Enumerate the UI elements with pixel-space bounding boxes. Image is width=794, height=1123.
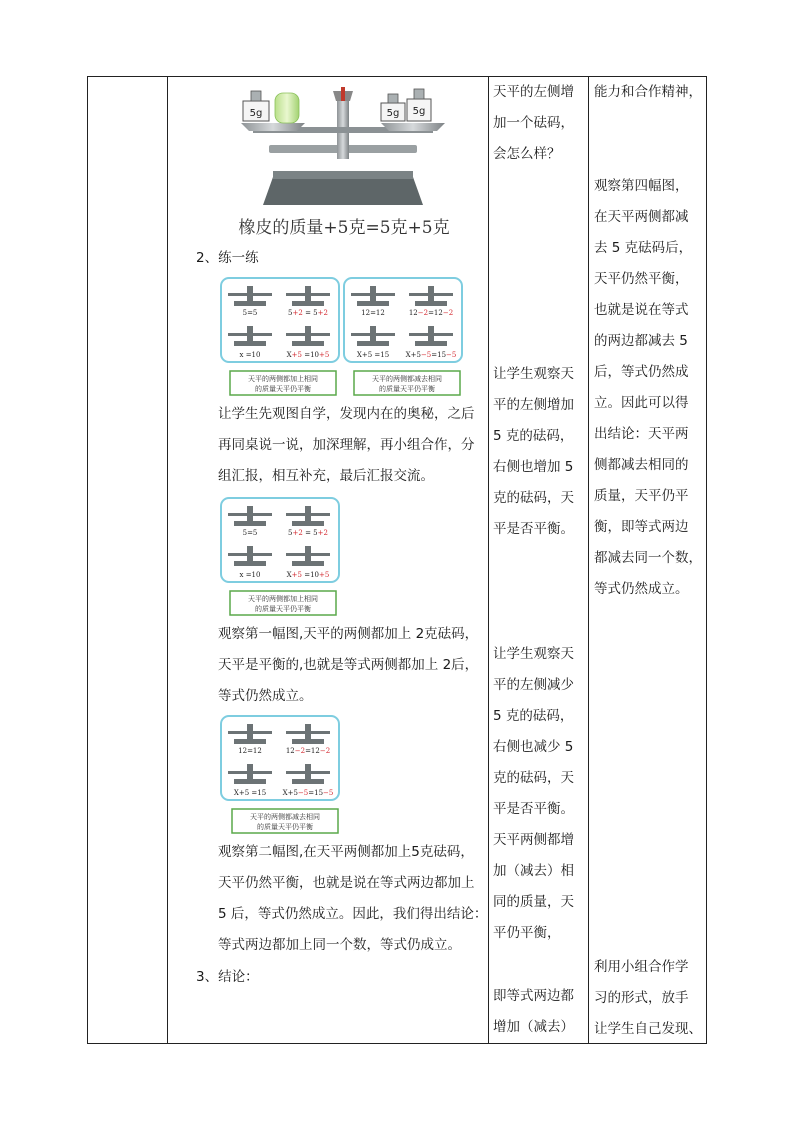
weight-label-right-2: 5g — [412, 106, 426, 117]
text-line: 观察第二幅图,在天平两侧都加上5克砝码， — [218, 844, 474, 860]
section-2-title: 2、练一练 — [196, 250, 259, 266]
col3-block-1 — [493, 77, 585, 170]
note-line: 的质量天平仍平衡 — [379, 385, 435, 393]
text-line: 等式仍然成立。 — [594, 581, 689, 597]
text-line: 天平仍然平衡， — [594, 271, 689, 287]
col4-block-3 — [594, 952, 706, 1045]
text-line: 天平是平衡的,也就是等式两侧都加上 2后， — [218, 657, 479, 673]
text-line: 都减去同一个数， — [594, 550, 702, 566]
eq-label: 5=5 — [242, 309, 258, 317]
text-line: 平的左侧增加 — [493, 397, 574, 413]
text-line: 天平两侧都增 — [493, 832, 574, 848]
section-3-title: 3、结论： — [196, 969, 259, 985]
text-line: 5 克的砝码， — [493, 428, 574, 444]
note-line: 的质量天平仍平衡 — [255, 385, 311, 393]
text-line: 让学生观察天 — [493, 366, 574, 382]
text-line: 平是否平衡。 — [493, 521, 574, 537]
col3-block-2 — [493, 359, 585, 545]
text-line: 组汇报，相互补充，最后汇报交流。 — [218, 468, 434, 484]
eq-label: X+5 =15 — [356, 351, 390, 359]
text-line: 观察第四幅图， — [594, 178, 689, 194]
note-line: 的质量天平仍平衡 — [255, 605, 311, 613]
note-line: 天平的两侧都加上相同 — [248, 595, 318, 603]
text-line: 5 后，等式仍然成立。因此，我们得出结论： — [218, 906, 488, 922]
text-line: 5 克的砝码， — [493, 708, 574, 724]
text-line: 的两边都减去 5 — [594, 333, 688, 349]
paragraph-3 — [218, 837, 487, 961]
text-line: 也就是说在等式 — [594, 302, 689, 318]
eq-label: X+5 =10+5 — [286, 571, 330, 579]
scale-caption: 橡皮的质量+5克=5克+5克 — [238, 218, 450, 238]
eq-label: X+5−5=15−5 — [282, 789, 334, 797]
text-line: 加一个砝码， — [493, 115, 574, 131]
text-line: 在天平两侧都减 — [594, 209, 689, 225]
weight-label-right-1: 5g — [386, 108, 400, 119]
text-line: 平的左侧减少 — [493, 677, 574, 693]
text-line: 再同桌说一说，加深理解，再小组合作，分 — [218, 437, 475, 453]
text-line: 同的质量，天 — [493, 894, 574, 910]
note-line: 天平的两侧都减去相同 — [250, 813, 320, 821]
practice-panels — [220, 277, 464, 399]
eq-label: 12=12 — [238, 747, 262, 755]
text-line: 后，等式仍然成 — [594, 364, 689, 380]
practice-sub-panel — [344, 278, 462, 395]
text-line: 右侧也增加 5 — [493, 459, 574, 475]
weight-label-left: 5g — [249, 108, 263, 119]
text-line: 等式两边都加上同一个数，等式仍成立。 — [218, 937, 461, 953]
eq-label: X+5−5=15−5 — [405, 351, 457, 359]
practice-add-panel-large — [220, 497, 340, 619]
text-line: 让学生先观图自学，发现内在的奥秘，之后 — [218, 406, 475, 422]
text-line: 平仍平衡， — [493, 925, 561, 941]
eq-label: 12=12 — [361, 309, 385, 317]
eq-label: 12−2=12−2 — [285, 747, 331, 755]
text-line: 能力和合作精神， — [594, 84, 702, 100]
col4-block-2 — [594, 171, 706, 605]
text-line: 出结论：天平两 — [594, 426, 689, 442]
eq-label: X+5 =10+5 — [286, 351, 330, 359]
text-line: 增加（减去） — [493, 1019, 574, 1035]
lesson-table — [87, 76, 707, 1044]
eq-label: x =10 — [239, 351, 261, 359]
text-line: 利用小组合作学 — [594, 959, 689, 975]
note-line: 天平的两侧都减去相同 — [372, 375, 442, 383]
eq-label: 5=5 — [242, 529, 258, 537]
col-divider-3 — [588, 77, 589, 1043]
col3-block-3 — [493, 639, 585, 949]
col-divider-1 — [167, 77, 168, 1043]
text-line: 天平的左侧增 — [493, 84, 574, 100]
text-line: 让学生自己发现、 — [594, 1021, 702, 1037]
col3-block-4 — [493, 981, 585, 1043]
text-line: 克的砝码，天 — [493, 490, 574, 506]
text-line: 让学生观察天 — [493, 646, 574, 662]
col-divider-2 — [488, 77, 489, 1043]
col4-block-1 — [594, 77, 706, 108]
text-line: 观察第一幅图,天平的两侧都加上 2克砝码， — [218, 626, 479, 642]
balance-scale-figure — [233, 81, 453, 211]
text-line: 克的砝码，天 — [493, 770, 574, 786]
paragraph-2 — [218, 619, 478, 712]
practice-add-panel — [221, 278, 339, 395]
text-line: 右侧也减少 5 — [493, 739, 574, 755]
text-line: 质量，天平仍平 — [594, 488, 689, 504]
note-line: 天平的两侧都加上相同 — [248, 375, 318, 383]
eq-label: x =10 — [239, 571, 261, 579]
text-line: 侧都减去相同的 — [594, 457, 689, 473]
text-line: 天平仍然平衡，也就是说在等式两边都加上 — [218, 875, 475, 891]
paragraph-1 — [218, 399, 475, 492]
text-line: 等式仍然成立。 — [218, 688, 313, 704]
eq-label: X+5 =15 — [233, 789, 267, 797]
text-line: 会怎么样？ — [493, 146, 561, 162]
text-line: 衡，即等式两边 — [594, 519, 689, 535]
text-line: 平是否平衡。 — [493, 801, 574, 817]
text-line: 去 5 克砝码后， — [594, 240, 693, 256]
eq-label: 12−2=12−2 — [408, 309, 454, 317]
text-line: 加（减去）相 — [493, 863, 574, 879]
text-line: 立。因此可以得 — [594, 395, 689, 411]
practice-sub-panel-large — [220, 715, 342, 837]
eq-label: 5+2 = 5+2 — [288, 309, 328, 317]
eq-label: 5+2 = 5+2 — [288, 529, 328, 537]
text-line: 习的形式，放手 — [594, 990, 689, 1006]
note-line: 的质量天平仍平衡 — [257, 823, 313, 831]
text-line: 即等式两边都 — [493, 988, 574, 1004]
